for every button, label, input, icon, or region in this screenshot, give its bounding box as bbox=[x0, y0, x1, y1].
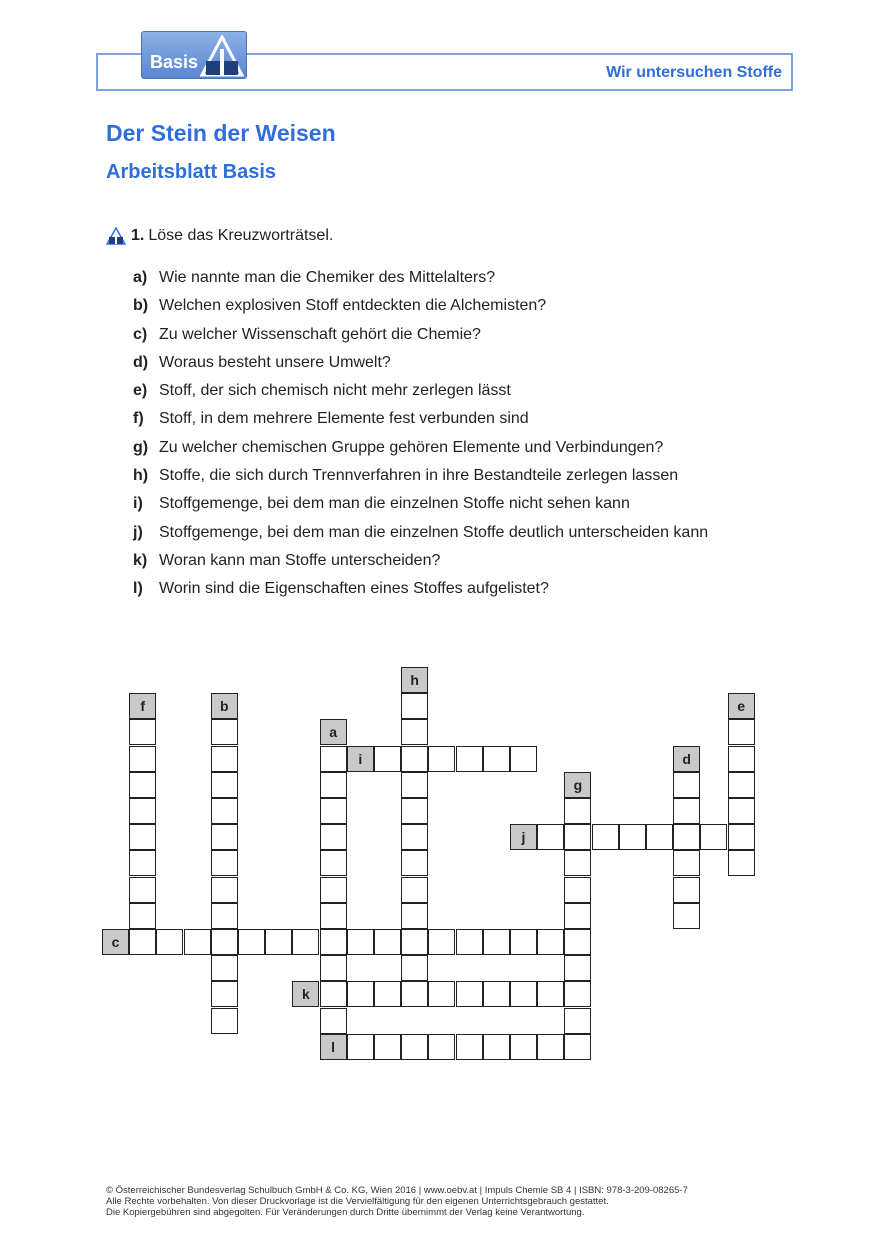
crossword-cell[interactable] bbox=[728, 772, 755, 798]
crossword-cell[interactable] bbox=[211, 719, 238, 745]
clue-label-k: k bbox=[292, 981, 319, 1007]
clue-label-h: h bbox=[401, 667, 428, 693]
question-letter: a) bbox=[133, 269, 148, 286]
crossword-cell[interactable] bbox=[456, 746, 483, 772]
crossword-cell[interactable] bbox=[401, 850, 428, 876]
crossword-cell[interactable] bbox=[510, 746, 537, 772]
clue-label-g: g bbox=[564, 772, 591, 798]
crossword-cell[interactable] bbox=[564, 877, 591, 903]
question-letter: j) bbox=[133, 523, 143, 541]
page-subtitle: Arbeitsblatt Basis bbox=[106, 161, 277, 183]
crossword-cell[interactable] bbox=[129, 877, 156, 903]
clue-label-a: a bbox=[320, 719, 347, 745]
crossword-cell[interactable] bbox=[428, 746, 455, 772]
crossword-cell[interactable] bbox=[211, 772, 238, 798]
crossword-cell[interactable] bbox=[564, 850, 591, 876]
crossword-cell[interactable] bbox=[347, 929, 374, 955]
crossword-cell[interactable] bbox=[320, 772, 347, 798]
clue-label-e: e bbox=[728, 693, 755, 719]
crossword-cell[interactable] bbox=[564, 1034, 591, 1060]
clue-label-b: b bbox=[211, 693, 238, 719]
crossword-cell[interactable] bbox=[700, 824, 727, 850]
crossword-cell[interactable] bbox=[673, 772, 700, 798]
clue-label-j: j bbox=[510, 824, 537, 850]
crossword-cell[interactable] bbox=[510, 929, 537, 955]
crossword-cell[interactable] bbox=[129, 719, 156, 745]
crossword-cell[interactable] bbox=[428, 929, 455, 955]
crossword-cell[interactable] bbox=[211, 850, 238, 876]
question-text: Stoff, der sich chemisch nicht mehr zerlegen lässt bbox=[159, 382, 511, 400]
crossword-cell[interactable] bbox=[320, 798, 347, 824]
crossword-cell[interactable] bbox=[537, 981, 564, 1007]
question-letter: b) bbox=[133, 297, 149, 315]
clue-label-i: i bbox=[347, 746, 374, 772]
clue-label-l: l bbox=[320, 1034, 347, 1060]
crossword-cell[interactable] bbox=[374, 981, 401, 1007]
crossword-cell[interactable] bbox=[564, 824, 591, 850]
crossword-cell[interactable] bbox=[211, 1008, 238, 1034]
question-letter: e) bbox=[133, 382, 148, 400]
question-letter: i) bbox=[133, 495, 143, 513]
crossword-cell[interactable] bbox=[156, 929, 183, 955]
crossword-cell[interactable] bbox=[564, 903, 591, 929]
crossword-cell[interactable] bbox=[211, 981, 238, 1007]
crossword-cell[interactable] bbox=[428, 1034, 455, 1060]
question-text: Welchen explosiven Stoff entdeckten die Alchemisten? bbox=[159, 297, 547, 315]
crossword-cell[interactable] bbox=[211, 955, 238, 981]
crossword-cell[interactable] bbox=[564, 955, 591, 981]
question-letter: k) bbox=[133, 551, 148, 569]
crossword-cell[interactable] bbox=[537, 1034, 564, 1060]
crossword-cell[interactable] bbox=[292, 929, 319, 955]
crossword-cell[interactable] bbox=[265, 929, 292, 955]
crossword-cell[interactable] bbox=[728, 824, 755, 850]
crossword-cell[interactable] bbox=[673, 850, 700, 876]
footer-disclaimer: Die Kopiergebühren sind abgegolten. Für Veränderungen durch Dritte übernimmt der Verlag keine Verantwortung. bbox=[106, 1207, 585, 1218]
question-letter: l) bbox=[133, 580, 143, 598]
question-text: Wie nannte man die Chemiker des Mittelalters? bbox=[159, 269, 496, 286]
question-text: Stoffgemenge, bei dem man die einzelnen Stoffe nicht sehen kann bbox=[159, 495, 630, 513]
footer bbox=[106, 1185, 688, 1218]
crossword-cell[interactable] bbox=[401, 719, 428, 745]
crossword-cell[interactable] bbox=[673, 824, 700, 850]
crossword-cell[interactable] bbox=[401, 746, 428, 772]
crossword-cell[interactable] bbox=[320, 1008, 347, 1034]
clue-label-d: d bbox=[673, 746, 700, 772]
crossword-cell[interactable] bbox=[401, 877, 428, 903]
question-text: Zu welcher chemischen Gruppe gehören Elemente und Verbindungen? bbox=[159, 438, 664, 456]
question-text: Stoffgemenge, bei dem man die einzelnen Stoffe deutlich unterscheiden kann bbox=[159, 523, 709, 541]
crossword-cell[interactable] bbox=[129, 929, 156, 955]
question-letter: h) bbox=[133, 467, 149, 485]
crossword-cell[interactable] bbox=[537, 929, 564, 955]
question-letter: c) bbox=[133, 325, 148, 343]
crossword-cell[interactable] bbox=[619, 824, 646, 850]
crossword-cell[interactable] bbox=[456, 981, 483, 1007]
crossword-cell[interactable] bbox=[129, 746, 156, 772]
crossword-cell[interactable] bbox=[320, 903, 347, 929]
crossword-cell[interactable] bbox=[673, 798, 700, 824]
question-text: Stoffe, die sich durch Trennverfahren in ihre Bestandteile zerlegen lassen bbox=[159, 467, 679, 485]
crossword-cell[interactable] bbox=[456, 929, 483, 955]
crossword-cell[interactable] bbox=[401, 772, 428, 798]
question-text: Woran kann man Stoffe unterscheiden? bbox=[159, 551, 441, 569]
crossword-cell[interactable] bbox=[537, 824, 564, 850]
crossword-cell[interactable] bbox=[211, 746, 238, 772]
crossword-cell[interactable] bbox=[401, 903, 428, 929]
crossword-cell[interactable] bbox=[401, 693, 428, 719]
crossword-cell[interactable] bbox=[510, 981, 537, 1007]
crossword-cell[interactable] bbox=[564, 981, 591, 1007]
crossword-cell[interactable] bbox=[401, 798, 428, 824]
crossword-cell[interactable] bbox=[564, 929, 591, 955]
crossword-cell[interactable] bbox=[728, 850, 755, 876]
crossword-cell[interactable] bbox=[129, 798, 156, 824]
crossword-cell[interactable] bbox=[673, 877, 700, 903]
crossword-cell[interactable] bbox=[728, 798, 755, 824]
crossword-cell[interactable] bbox=[401, 929, 428, 955]
crossword-cell[interactable] bbox=[320, 981, 347, 1007]
question-text: Woraus besteht unsere Umwelt? bbox=[159, 353, 391, 371]
question-text: Zu welcher Wissenschaft gehört die Chemie? bbox=[159, 325, 481, 343]
crossword-cell[interactable] bbox=[238, 929, 265, 955]
question-letter: d) bbox=[133, 353, 149, 371]
crossword-cell[interactable] bbox=[320, 929, 347, 955]
crossword-cell[interactable] bbox=[456, 1034, 483, 1060]
crossword-cell[interactable] bbox=[211, 929, 238, 955]
task-instruction: Löse das Kreuzworträtsel. bbox=[148, 227, 334, 244]
crossword-cell[interactable] bbox=[374, 929, 401, 955]
crossword-cell[interactable] bbox=[483, 981, 510, 1007]
crossword-cell[interactable] bbox=[129, 903, 156, 929]
crossword-cell[interactable] bbox=[211, 824, 238, 850]
crossword-cell[interactable] bbox=[320, 850, 347, 876]
crossword-cell[interactable] bbox=[401, 1034, 428, 1060]
crossword-cell[interactable] bbox=[483, 746, 510, 772]
crossword-cell[interactable] bbox=[320, 824, 347, 850]
section-title: Wir untersuchen Stoffe bbox=[606, 64, 782, 81]
crossword-cell[interactable] bbox=[347, 1034, 374, 1060]
crossword-cell[interactable] bbox=[211, 877, 238, 903]
crossword-cell[interactable] bbox=[728, 746, 755, 772]
question-letter: g) bbox=[133, 438, 149, 456]
crossword-cell[interactable] bbox=[211, 798, 238, 824]
crossword-cell[interactable] bbox=[673, 903, 700, 929]
crossword-cell[interactable] bbox=[401, 981, 428, 1007]
question-letter: f) bbox=[133, 410, 144, 428]
crossword-cell[interactable] bbox=[129, 850, 156, 876]
crossword-cell[interactable] bbox=[428, 981, 455, 1007]
question-text: Worin sind die Eigenschaften eines Stoffes aufgelistet? bbox=[159, 580, 549, 598]
crossword-cell[interactable] bbox=[347, 981, 374, 1007]
crossword-cell[interactable] bbox=[592, 824, 619, 850]
crossword-cell[interactable] bbox=[129, 824, 156, 850]
crossword-cell[interactable] bbox=[564, 1008, 591, 1034]
page-title: Der Stein der Weisen bbox=[106, 120, 336, 146]
crossword-cell[interactable] bbox=[184, 929, 211, 955]
crossword-cell[interactable] bbox=[564, 798, 591, 824]
footer-rights: Alle Rechte vorbehalten. Von dieser Druckvorlage ist die Vervielfältigung für den eigenen Unterrichtsgebrauch gestattet. bbox=[106, 1196, 609, 1207]
crossword-cell[interactable] bbox=[401, 955, 428, 981]
crossword-cell[interactable] bbox=[483, 1034, 510, 1060]
crossword-cell[interactable] bbox=[211, 903, 238, 929]
crossword-cell[interactable] bbox=[320, 877, 347, 903]
task-number: 1. bbox=[131, 227, 145, 244]
question-text: Stoff, in dem mehrere Elemente fest verbunden sind bbox=[159, 410, 529, 428]
crossword-cell[interactable] bbox=[374, 746, 401, 772]
crossword-cell[interactable] bbox=[374, 1034, 401, 1060]
crossword-cell[interactable] bbox=[401, 824, 428, 850]
crossword-cell[interactable] bbox=[646, 824, 673, 850]
crossword-cell[interactable] bbox=[483, 929, 510, 955]
crossword-cell[interactable] bbox=[129, 772, 156, 798]
crossword-cell[interactable] bbox=[320, 955, 347, 981]
crossword-cell[interactable] bbox=[320, 746, 347, 772]
clue-label-f: f bbox=[129, 693, 156, 719]
logo-text: Basis bbox=[150, 52, 199, 72]
crossword-cell[interactable] bbox=[510, 1034, 537, 1060]
crossword-cell[interactable] bbox=[728, 719, 755, 745]
footer-copyright: © Österreichischer Bundesverlag Schulbuch GmbH & Co. KG, Wien 2016 | www.oebv.at | Impuls Chemie SB 4 | ISBN: 978-3-209-08265-7 bbox=[106, 1185, 688, 1196]
clue-label-c: c bbox=[102, 929, 129, 955]
